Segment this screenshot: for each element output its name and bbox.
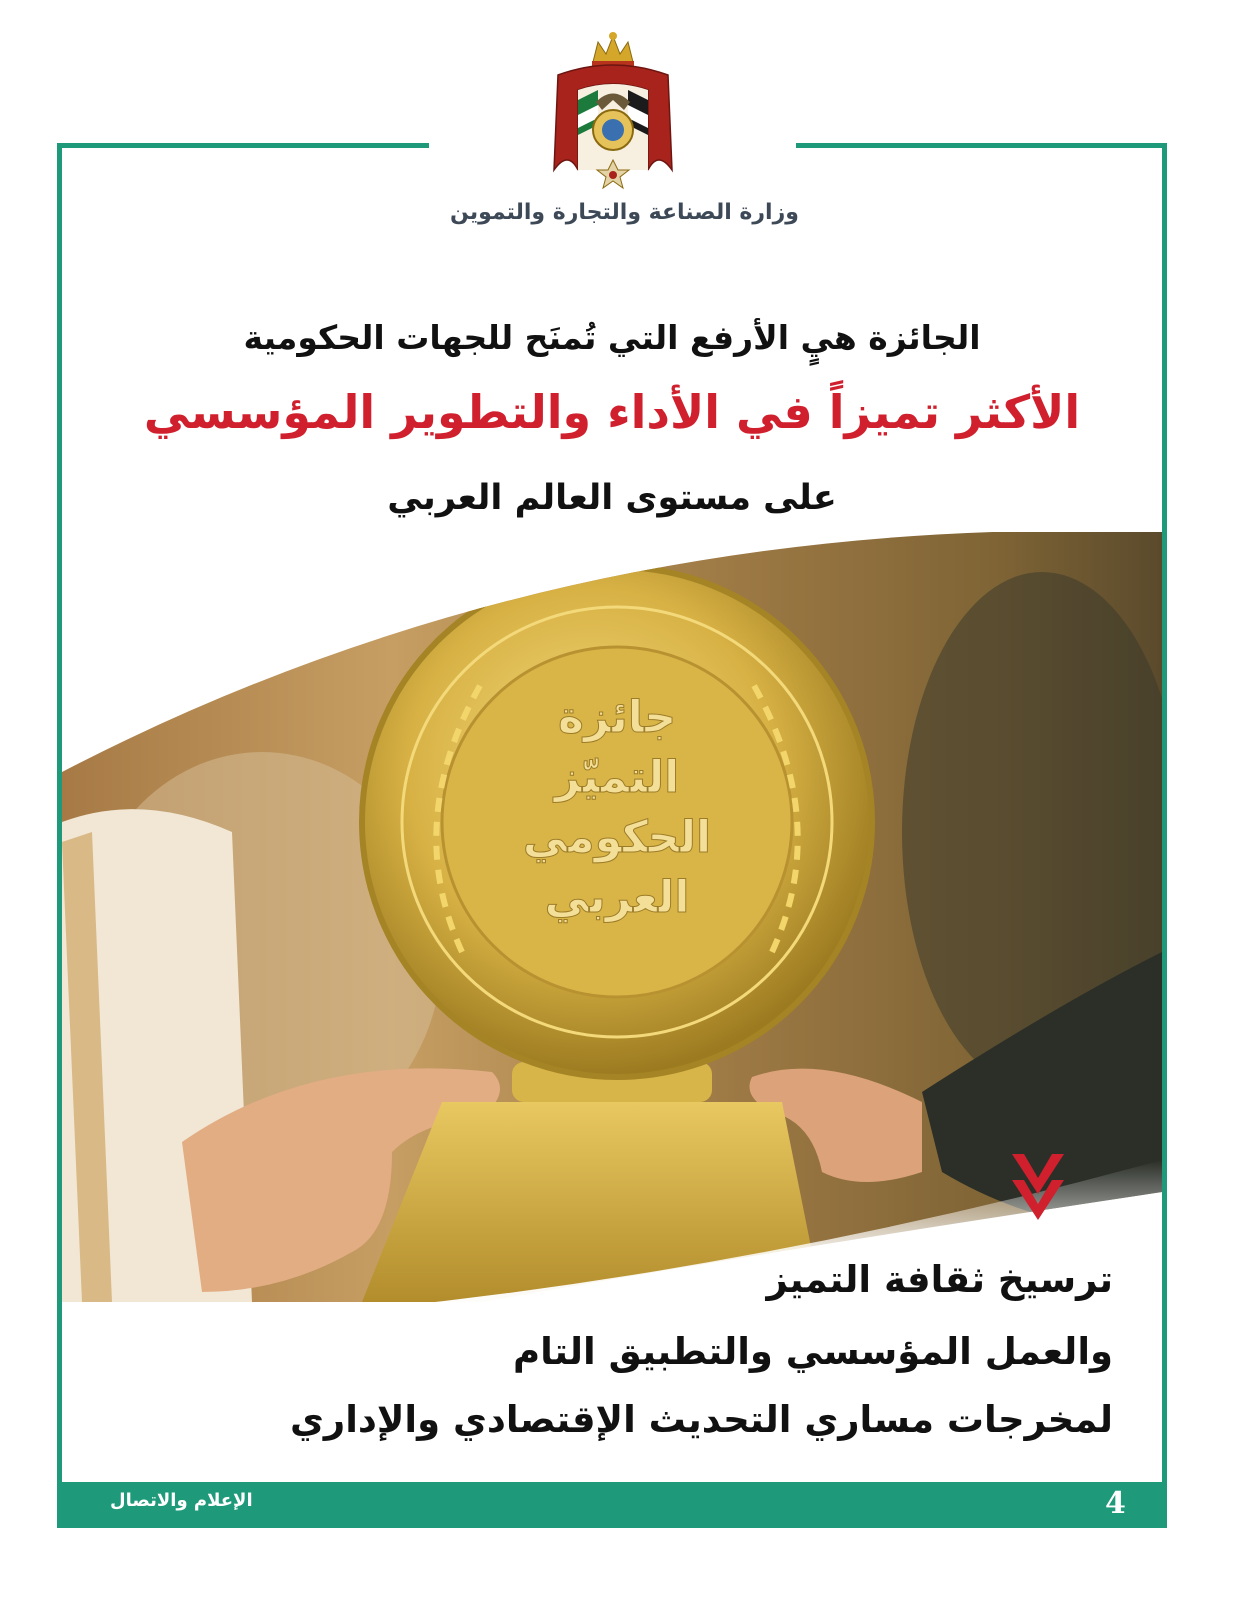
double-chevron-icon [1008, 1150, 1068, 1220]
headline-line-1: الجائزة هيٍ الأرفع التي تُمنَح للجهات الحكومية [243, 318, 981, 357]
body-line-3: لمخرجات مساري التحديث الإقتصادي والإداري [289, 1398, 1113, 1441]
frame-top-left-line [57, 143, 429, 148]
trophy-inscription-2: التميّز [554, 752, 680, 803]
frame-top-right-line [796, 143, 1167, 148]
trophy-inscription-1: جائزة [557, 692, 677, 743]
ministry-name: وزارة الصناعة والتجارة والتموين [450, 200, 799, 225]
page-number: 4 [1105, 1486, 1126, 1521]
headline-line-3: على مستوى العالم العربي [387, 478, 837, 518]
trophy-inscription-4: العربي [544, 872, 690, 923]
coat-of-arms-emblem [548, 30, 678, 195]
footer-department: الإعلام والاتصال [110, 1490, 253, 1511]
body-line-2: والعمل المؤسسي والتطبيق التام [513, 1330, 1113, 1373]
headline-line-2: الأكثر تميزاً في الأداء والتطوير المؤسسي [143, 385, 1081, 439]
body-line-1: ترسيخ ثقافة التميز [766, 1258, 1113, 1301]
trophy-inscription-3: الحكومي [522, 812, 712, 863]
